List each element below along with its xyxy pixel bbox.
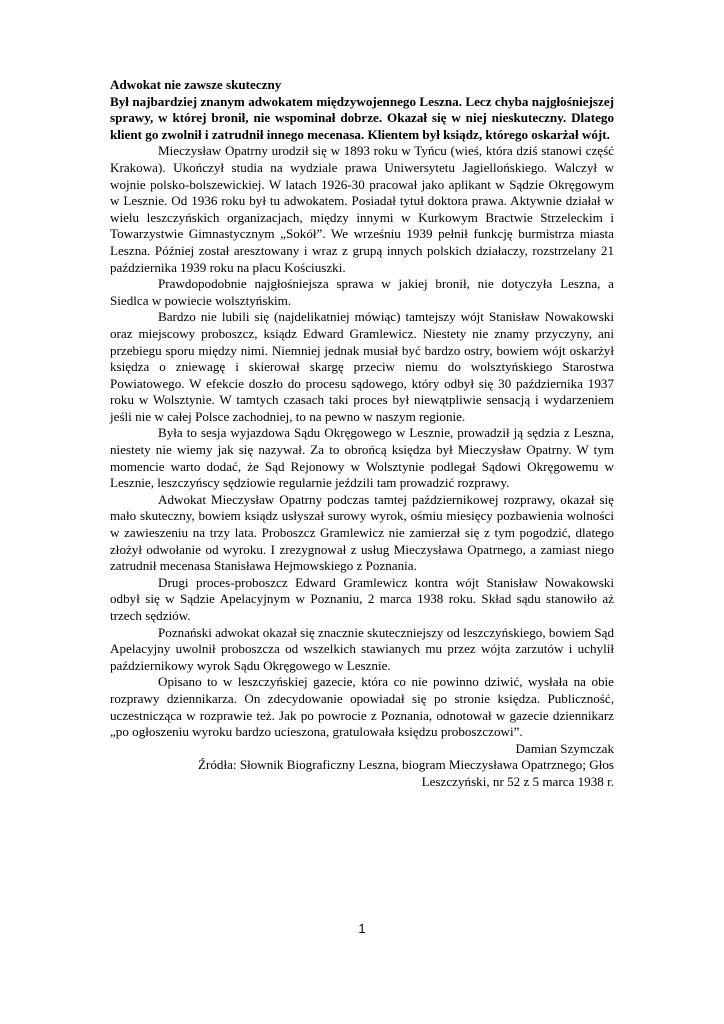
- sources-line-2: Leszczyński, nr 52 z 5 marca 1938 r.: [421, 773, 614, 789]
- sources-line-1: Źródła: Słownik Biograficzny Leszna, biogram Mieczysława Opatrznego; Głos: [198, 757, 614, 773]
- article-title: Adwokat nie zawsze skuteczny: [110, 77, 282, 92]
- document-page: [110, 77, 614, 791]
- author-signature: Damian Szymczak: [515, 740, 614, 756]
- paragraph-newspaper: Opisano to w leszczyńskiej gazecie, która co nie powinno dziwić, wysłała na obie rozprawy dziennikarza. On zdecydowanie opowiadał się po stronie księdza. Publiczność, uczestnicząca w rozprawie też. Jak po powrocie z Poznania, odnotował w gazecie dziennikarz „po ogłoszeniu wyroku bardzo ucieszona, gratulowała księdzu proboszczowi”.: [110, 674, 614, 740]
- paragraph-famous-case: Prawdopodobnie najgłośniejsza sprawa w jakiej bronił, nie dotyczyła Leszna, a Siedlca w powiecie wolsztyńskim.: [110, 276, 614, 308]
- page-number: 1: [358, 921, 366, 936]
- article-lead: Był najbardziej znanym adwokatem międzywojennego Leszna. Lecz chyba najgłośniejszej sprawy, w której bronił, nie wspominał dobrze. Okazał się w niej nieskuteczny. Dlatego klient go zwolnił i zatrudnił innego mecenasa. Klientem był ksiądz, którego oskarżał wójt.: [110, 93, 614, 142]
- paragraph-conflict: Bardzo nie lubili się (najdelikatniej mówiąc) tamtejszy wójt Stanisław Nowakowski oraz miejscowy proboszcz, ksiądz Edward Gramlewicz. Niestety nie znamy przyczyny, ani przebiegu sporu między nimi. Niemniej jednak musiał być bardzo ostry, bowiem wójt oskarżył księdza o zniewagę i skierował skargę przeciw niemu do wolsztyńskiego Starostwa Powiatowego. W efekcie doszło do procesu sądowego, który odbył się 30 października 1937 roku w Wolsztynie. W tamtych czasach taki proces był niewątpliwie sensacją i wydarzeniem jeśli nie w całej Polsce zachodniej, to na pewno w naszym regionie.: [110, 309, 614, 424]
- paragraph-verdict: Adwokat Mieczysław Opatrny podczas tamtej październikowej rozprawy, okazał się mało skuteczny, bowiem ksiądz usłyszał surowy wyrok, ośmiu miesięcy pozbawienia wolności w zawieszeniu na trzy lata. Proboszcz Gramlewicz nie zamierzał się z tym pogodzić, dlatego złożył odwołanie od wyroku. I zrezygnował z usług Mieczysława Opatrnego, a zamiast niego zatrudnił mecenasa Stanisława Hejmowskiego z Poznania.: [110, 491, 614, 574]
- paragraph-appeal: Drugi proces-proboszcz Edward Gramlewicz kontra wójt Stanisław Nowakowski odbył się w Sądzie Apelacyjnym w Poznaniu, 2 marca 1938 roku. Skład sądu stanowiło aż trzech sędziów.: [110, 574, 614, 623]
- paragraph-biography: Mieczysław Opatrny urodził się w 1893 roku w Tyńcu (wieś, która dziś stanowi część Krakowa). Ukończył studia na wydziale prawa Uniwersytetu Jagiellońskiego. Walczył w wojnie polsko-bolszewickiej. W latach 1926-30 pracował jako aplikant w Sądzie Okręgowym w Lesznie. Od 1936 roku był tu adwokatem. Posiadał tytuł doktora prawa. Aktywnie działał w wielu leszczyńskich organizacjach, między innymi w Kurkowym Bractwie Strzeleckim i Towarzystwie Gimnastycznym „Sokół”. We wrześniu 1939 pełnił funkcję burmistrza miasta Leszna. Później został aresztowany i wraz z grupą innych polskich działaczy, rozstrzelany 21 października 1939 roku na placu Kościuszki.: [110, 143, 614, 275]
- paragraph-acquittal: Poznański adwokat okazał się znacznie skuteczniejszy od leszczyńskiego, bowiem Sąd Apelacyjny uwolnił proboszcza od wszelkich stawianych mu przez wójta zarzutów i uchylił październikowy wyrok Sądu Okręgowego w Lesznie.: [110, 624, 614, 673]
- paragraph-session: Była to sesja wyjazdowa Sądu Okręgowego w Lesznie, prowadził ją sędzia z Leszna, niestety nie wiemy jak się nazywał. Za to obrońcą księdza był Mieczysław Opatrny. W tym momencie warto dodać, że Sąd Rejonowy w Wolsztynie podlegał Sądowi Okręgowemu w Lesznie, leszczyńscy sędziowie regularnie jeździli tam prowadzić rozprawy.: [110, 425, 614, 491]
